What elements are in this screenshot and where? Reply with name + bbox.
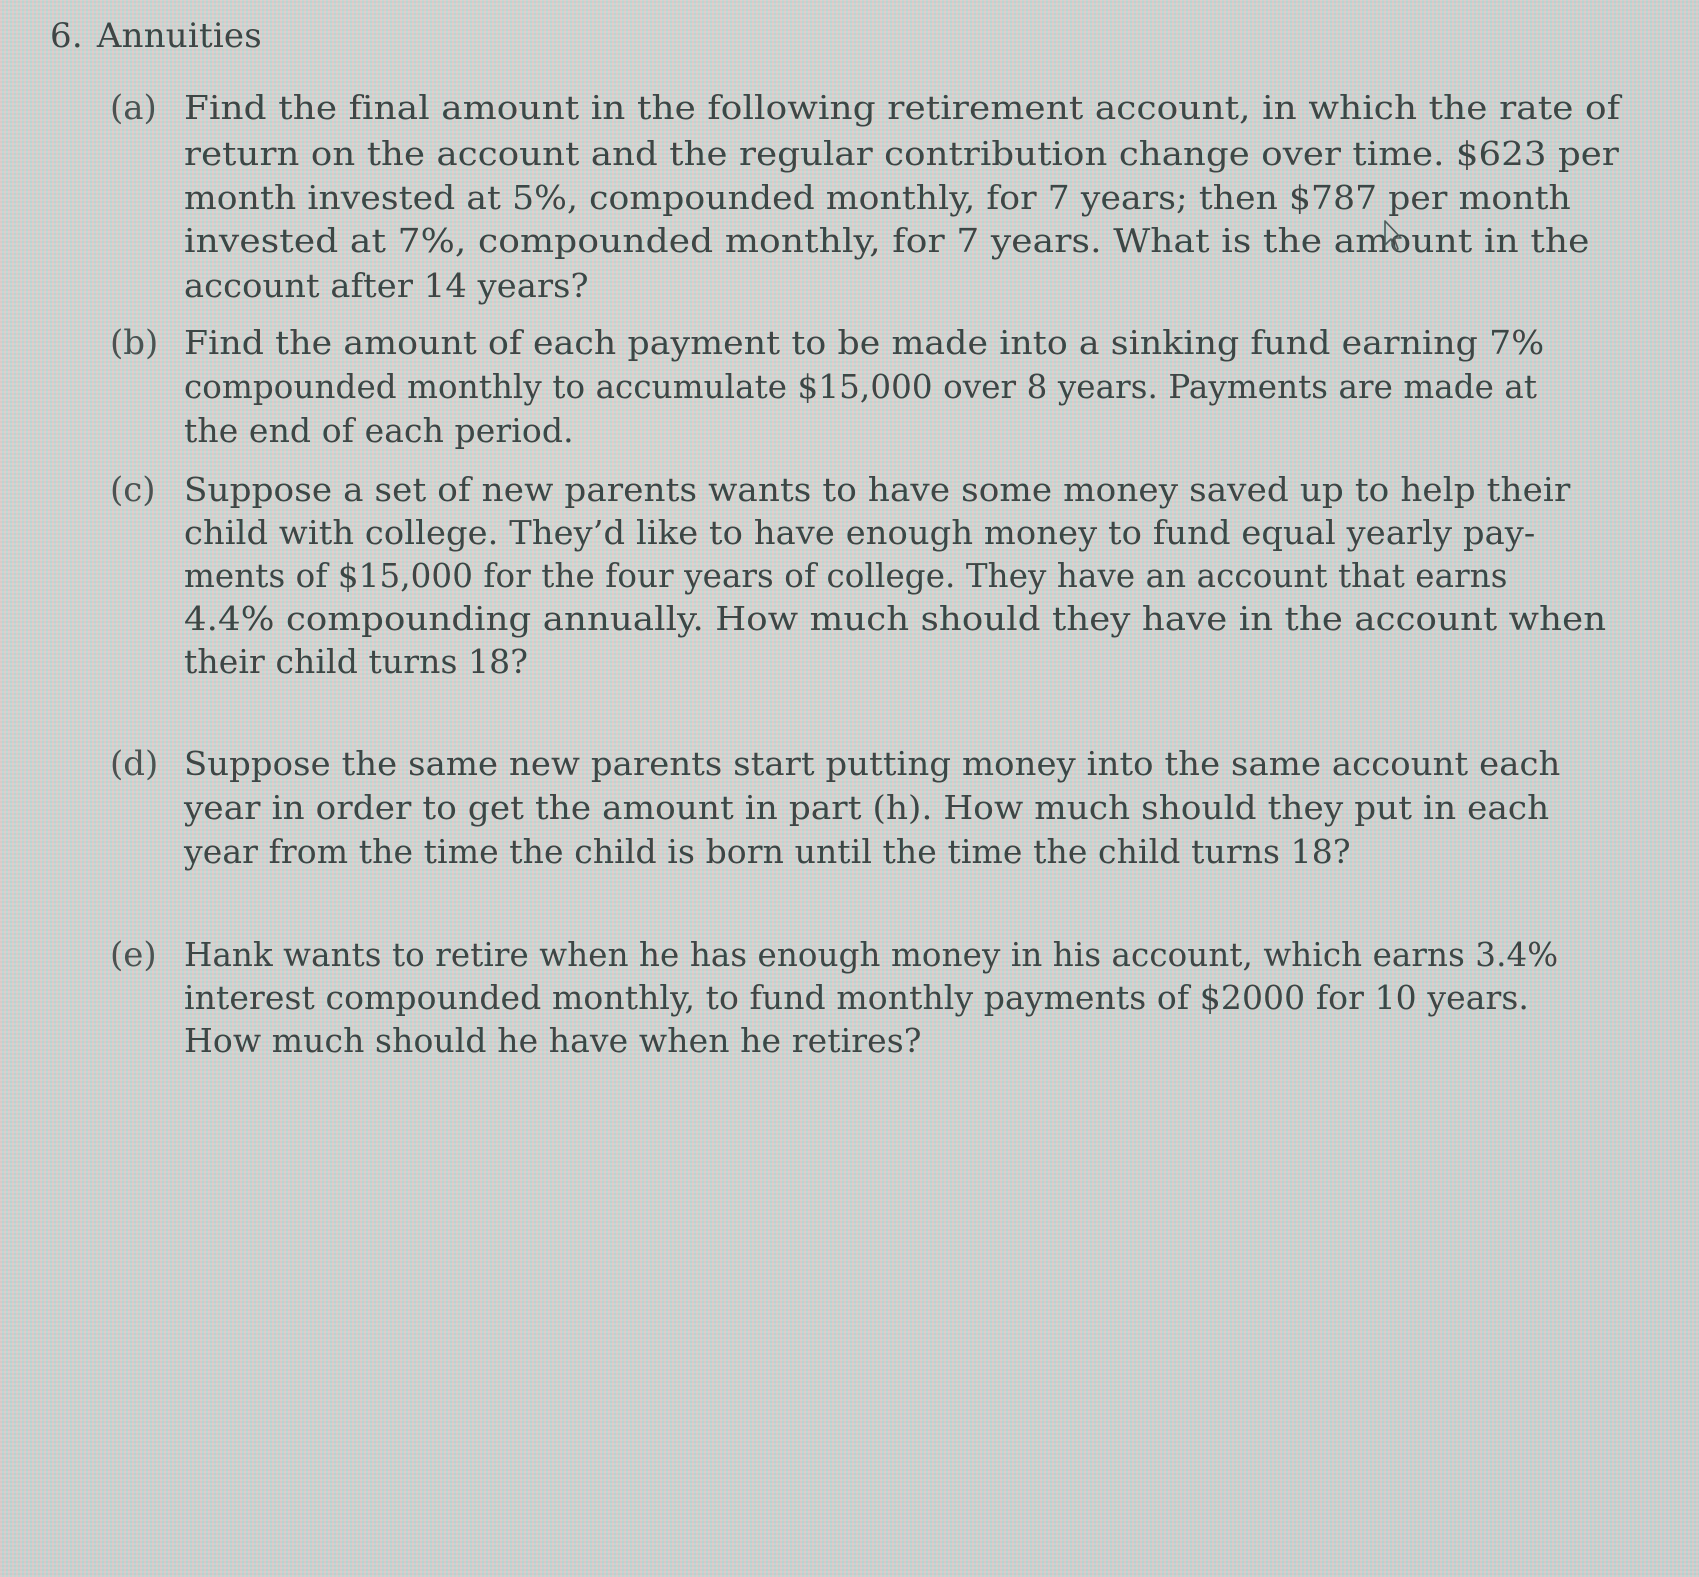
problem-text-line: year from the time the child is born until the time the child turns 18?: [184, 832, 1351, 871]
problem-text-line: invested at 7%, compounded monthly, for 7 years. What is the amount in the: [184, 221, 1590, 260]
problem-text-line: month invested at 5%, compounded monthly, for 7 years; then $787 per month: [184, 178, 1571, 217]
section-title: Annuities: [96, 16, 262, 56]
problem-text-line: Suppose the same new parents start putting money into the same account each: [184, 744, 1561, 783]
mouse-pointer-arrow-icon: [1383, 219, 1403, 253]
problem-text-line: the end of each period.: [184, 411, 574, 450]
part-label: (d): [110, 744, 159, 784]
problem-text-line: How much should he have when he retires?: [184, 1021, 922, 1060]
problem-text-line: child with college. They’d like to have enough money to fund equal yearly pay-: [184, 513, 1536, 552]
problem-text-line: compounded monthly to accumulate $15,000 over 8 years. Payments are made at: [184, 367, 1538, 406]
section-number: 6.: [50, 16, 83, 56]
problem-text-line: Find the amount of each payment to be made into a sinking fund earning 7%: [184, 323, 1545, 362]
problem-text-line: their child turns 18?: [184, 642, 529, 681]
problem-text-line: Hank wants to retire when he has enough money in his account, which earns 3.4%: [184, 935, 1559, 974]
part-label: (b): [110, 323, 159, 363]
problem-text-line: account after 14 years?: [184, 266, 589, 305]
problem-text-line: interest compounded monthly, to fund monthly payments of $2000 for 10 years.: [184, 978, 1530, 1017]
problem-text-line: 4.4% compounding annually. How much should they have in the account when: [184, 599, 1607, 638]
problem-text-line: Suppose a set of new parents wants to have some money saved up to help their: [184, 470, 1571, 509]
part-label: (c): [110, 470, 156, 510]
problem-text-line: return on the account and the regular contribution change over time. $623 per: [184, 134, 1619, 173]
problem-text-line: Find the final amount in the following retirement account, in which the rate of: [184, 88, 1621, 127]
problem-text-line: ments of $15,000 for the four years of college. They have an account that earns: [184, 556, 1508, 595]
section-heading: [50, 14, 262, 58]
problem-text-line: year in order to get the amount in part (h). How much should they put in each: [184, 788, 1550, 827]
part-label: (a): [110, 88, 157, 128]
part-label: (e): [110, 935, 157, 975]
